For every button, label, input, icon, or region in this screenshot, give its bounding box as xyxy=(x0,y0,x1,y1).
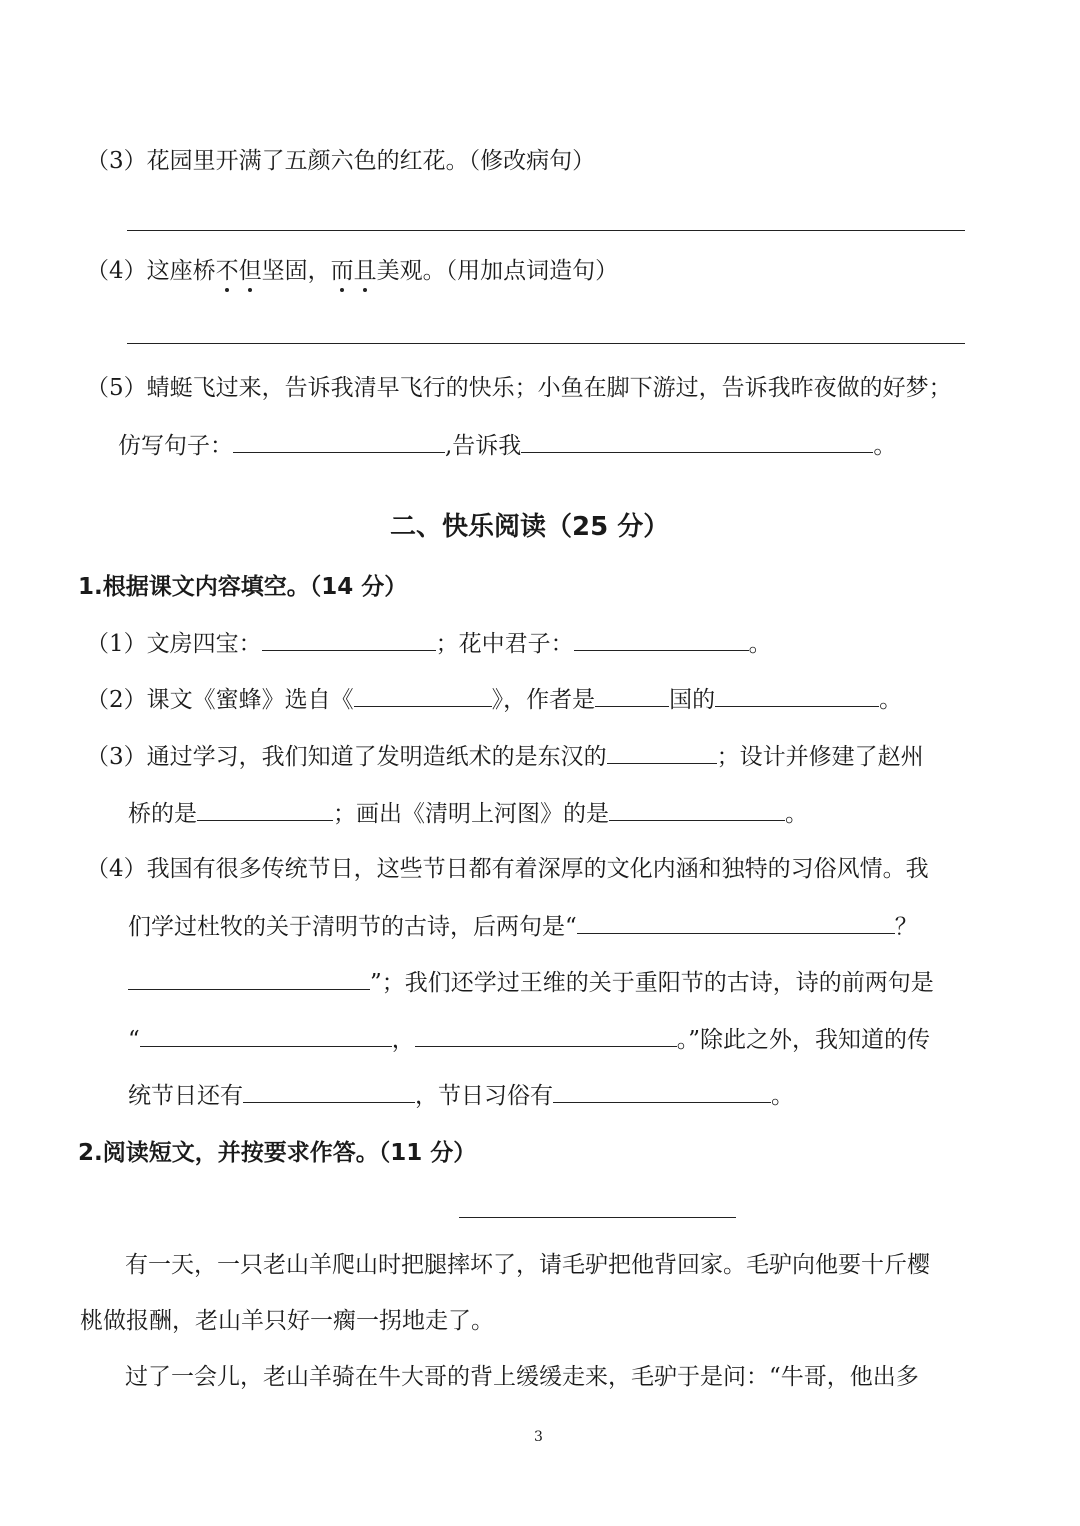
emphasis-dot-char: 且 xyxy=(353,258,377,284)
fill-blank[interactable] xyxy=(609,798,785,821)
text: ；画出《清明上河图》的是 xyxy=(333,801,609,827)
text: 。 xyxy=(771,1083,794,1109)
text: 统节日还有 xyxy=(128,1083,243,1109)
part-2-heading: 2.阅读短文，并按要求作答。（11 分） xyxy=(78,1140,477,1166)
text: （1）文房四宝： xyxy=(86,631,262,657)
fill-blank[interactable] xyxy=(354,684,492,707)
text: 国的 xyxy=(669,687,716,713)
q5-tell: ,告诉我 xyxy=(445,433,522,459)
fill-blank[interactable] xyxy=(128,967,370,990)
text: 。 xyxy=(785,801,808,827)
emphasis-dot-char: 而 xyxy=(330,258,354,284)
text: ；花中君子： xyxy=(435,631,574,657)
text: “ xyxy=(128,1027,140,1053)
text: 。”除此之外，我知道的传 xyxy=(676,1027,931,1053)
text: 。 xyxy=(879,687,903,713)
fill-blank[interactable] xyxy=(574,628,749,651)
page-number: 3 xyxy=(534,1429,543,1445)
text: ， xyxy=(391,1027,415,1053)
text: ；设计并修建了赵州 xyxy=(716,744,924,770)
passage-line-2: 桃做报酬，老山羊只好一瘸一拐地走了。 xyxy=(80,1308,494,1334)
emphasis-dot-char: 不 xyxy=(215,258,239,284)
p1-question-4-line4 xyxy=(128,1024,930,1055)
passage-line-3: 过了一会儿，老山羊骑在牛大哥的背上缓缓走来，毛驴于是问：“牛哥，他出多 xyxy=(125,1364,919,1390)
p1-question-2 xyxy=(86,684,902,715)
q4-middle: 坚固， xyxy=(261,258,331,284)
p1-question-4-line5 xyxy=(128,1080,794,1111)
fill-blank[interactable] xyxy=(233,430,445,453)
p1-question-1 xyxy=(86,628,772,659)
question-5-text: （5）蜻蜓飞过来，告诉我清早飞行的快乐；小鱼在脚下游过，告诉我昨夜做的好梦； xyxy=(86,375,952,401)
answer-line-q4[interactable] xyxy=(127,343,965,344)
q5-prompt: 仿写句子： xyxy=(118,433,233,459)
text: 桥的是 xyxy=(128,801,197,827)
fill-blank[interactable] xyxy=(140,1024,392,1047)
text: 。 xyxy=(748,631,772,657)
passage-line-1: 有一天，一只老山羊爬山时把腿摔坏了，请毛驴把他背回家。毛驴向他要十斤樱 xyxy=(125,1252,930,1278)
text: 》，作者是 xyxy=(491,687,596,713)
question-3-text: （3）花园里开满了五颜六色的红花。（修改病句） xyxy=(86,148,596,174)
q4-prefix: （4）这座桥 xyxy=(86,258,216,284)
text: ，节日习俗有 xyxy=(415,1083,553,1109)
fill-blank[interactable] xyxy=(607,741,717,764)
p1-question-4-line2 xyxy=(128,911,918,942)
fill-blank[interactable] xyxy=(553,1080,771,1103)
p1-question-3-line2 xyxy=(128,798,808,829)
p1-question-4-line1: （4）我国有很多传统节日，这些节日都有着深厚的文化内涵和独特的习俗风情。我 xyxy=(86,856,929,882)
passage-title-blank[interactable] xyxy=(459,1217,736,1218)
fill-blank[interactable] xyxy=(197,798,333,821)
answer-line-q3[interactable] xyxy=(127,230,965,231)
text: ”；我们还学过王维的关于重阳节的古诗，诗的前两句是 xyxy=(370,970,934,996)
text: ？ xyxy=(894,914,918,940)
part-1-heading: 1.根据课文内容填空。（14 分） xyxy=(78,574,408,600)
q4-suffix: 美观。（用加点词造句） xyxy=(376,258,619,284)
section-title: 二、快乐阅读（25 分） xyxy=(390,512,670,542)
fill-blank[interactable] xyxy=(262,628,436,651)
fill-blank[interactable] xyxy=(595,684,669,707)
text: （2）课文《蜜蜂》选自《 xyxy=(86,687,354,713)
question-4-text xyxy=(86,256,618,286)
q5-end: 。 xyxy=(873,433,897,459)
fill-blank[interactable] xyxy=(715,684,879,707)
fill-blank[interactable] xyxy=(415,1024,677,1047)
text: 们学过杜牧的关于清明节的古诗，后两句是“ xyxy=(128,914,577,940)
fill-blank[interactable] xyxy=(577,911,895,934)
p1-question-4-line3 xyxy=(128,967,934,998)
p1-question-3-line1 xyxy=(86,741,924,772)
text: （3）通过学习，我们知道了发明造纸术的是东汉的 xyxy=(86,744,607,770)
fill-blank[interactable] xyxy=(521,430,873,453)
fill-blank[interactable] xyxy=(243,1080,415,1103)
question-5-imitation xyxy=(118,430,896,461)
emphasis-dot-char: 但 xyxy=(238,258,262,284)
